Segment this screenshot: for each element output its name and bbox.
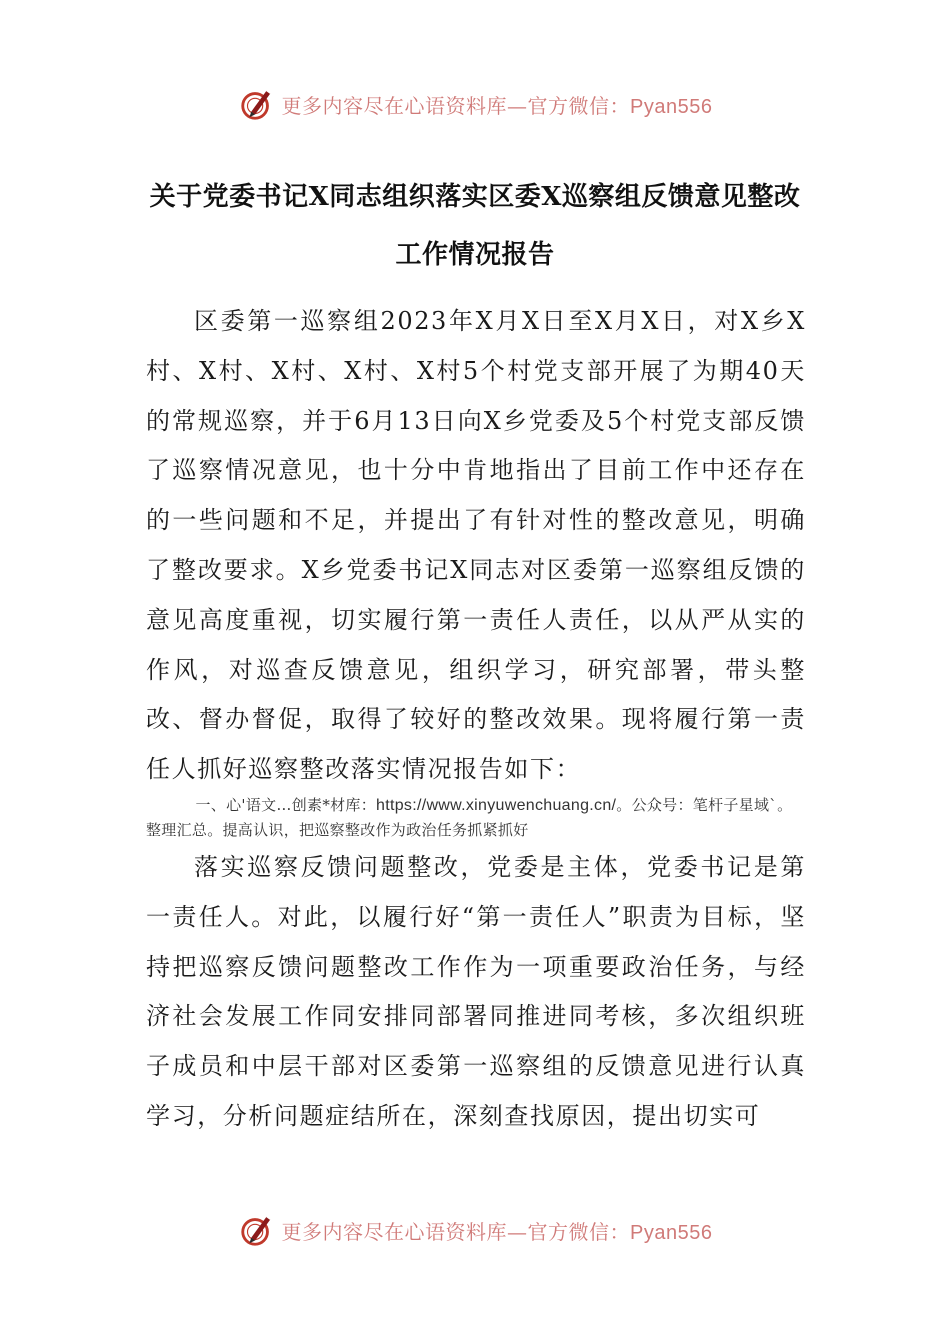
paragraph-3: 落实巡察反馈问题整改，党委是主体，党委书记是第一责任人。对此，以履行好“第一责任人”职责为目标，坚持把巡察反馈问题整改工作作为一项重要政治任务，与经济社会发展工作同安排同部署同推进同考核，多次组织班子成员和中层干部对区委第一巡察组的反馈意见进行认真学习，分析问题症结所在，深刻查找原因，提出切实可 <box>146 853 806 1130</box>
note-suffix: 。公众号：笔杆子星域`。整理汇总。提高认识，把巡察整改作为政治任务抓紧抓好 <box>146 796 793 839</box>
note-prefix: 一、心'语文…创素*材库： <box>195 796 377 814</box>
paragraph-1: 区委第一巡察组2023年X月X日至X月X日，对X乡X村、X村、X村、X村、X村5个村党支部开展了为期40天的常规巡察，并于6月13日向X乡党委及5个村党支部反馈了巡察情况意见，也十分中肯地指出了目前工作中还存在的一些问题和不足，并提出了有针对性的整改意见，明确了整改要求。X乡党委书记X同志对区委第一巡察组反馈的意见高度重视，切实履行第一责任人责任，以从严从实的作风，对巡查反馈意见，组织学习，研究部署，带头整改、督办督促，取得了较好的整改效果。现将履行第一责任人抓好巡察整改落实情况报告如下： <box>146 307 806 784</box>
source-note <box>146 793 806 842</box>
header-wechat-id: Pyan556 <box>630 95 713 118</box>
footer-banner-text <box>282 1216 713 1245</box>
footer-banner-label: 更多内容尽在心语资料库—官方微信： <box>281 1219 631 1244</box>
header-banner <box>0 84 950 124</box>
pen-circle-logo-icon <box>238 85 276 123</box>
pen-circle-logo-icon <box>238 1211 276 1249</box>
note-url-link[interactable]: https://www.xinyuwenchuang.cn/ <box>376 797 617 814</box>
footer-wechat-id: Pyan556 <box>630 1221 713 1244</box>
header-banner-text <box>282 90 713 119</box>
footer-banner <box>0 1210 950 1250</box>
document-title: 关于党委书记X同志组织落实区委X巡察组反馈意见整改工作情况报告 <box>149 182 801 270</box>
header-banner-label: 更多内容尽在心语资料库—官方微信： <box>281 93 631 118</box>
